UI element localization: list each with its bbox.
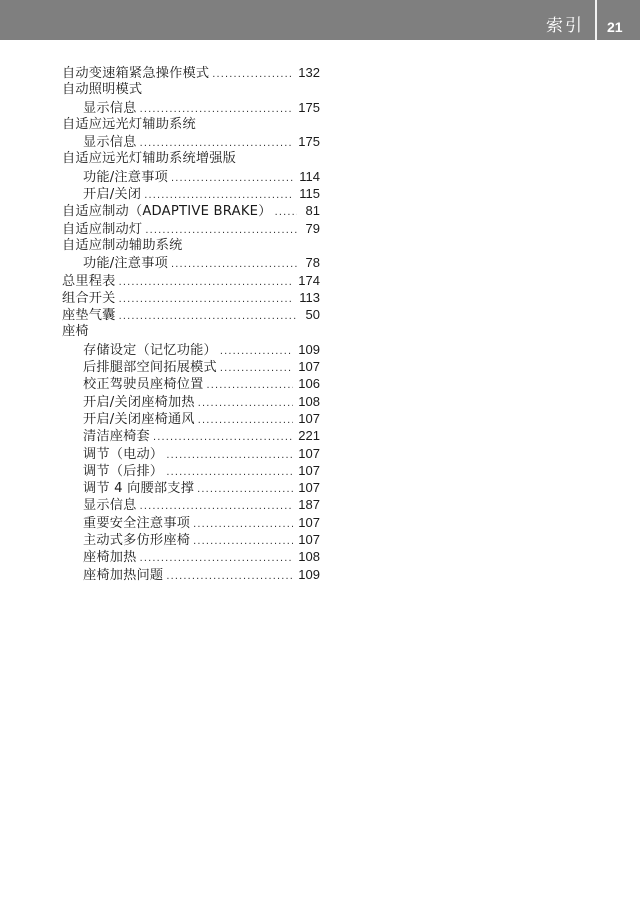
entry-label: 后排腿部空间拓展模式 bbox=[83, 360, 217, 376]
entry-page: 108 bbox=[298, 549, 320, 565]
entry-label: 校正驾驶员座椅位置 bbox=[83, 377, 204, 393]
header-bar bbox=[0, 0, 640, 40]
entry-page: 221 bbox=[298, 428, 320, 444]
entry-page: 115 bbox=[299, 186, 320, 202]
entry-page: 107 bbox=[298, 532, 320, 548]
index-entry[interactable] bbox=[62, 254, 320, 271]
entry-label: 显示信息 bbox=[83, 100, 137, 116]
entry-page: 132 bbox=[298, 65, 320, 80]
entry-label: 座椅 bbox=[62, 324, 89, 340]
entry-label: 重要安全注意事项 bbox=[83, 515, 191, 531]
index-entry[interactable] bbox=[62, 531, 320, 548]
entry-page: 114 bbox=[299, 168, 320, 184]
entry-page: 107 bbox=[298, 480, 320, 496]
entry-page: 50 bbox=[305, 307, 320, 323]
entry-page: 79 bbox=[305, 220, 320, 236]
entry-page: 107 bbox=[298, 359, 320, 375]
index-entry bbox=[62, 150, 320, 167]
entry-label: 组合开关 bbox=[62, 290, 116, 306]
index-entry[interactable] bbox=[62, 64, 320, 81]
entry-label: 清洁座椅套 bbox=[83, 429, 150, 445]
entry-label: 自适应制动辅助系统 bbox=[62, 237, 183, 253]
entry-page: 109 bbox=[298, 566, 320, 582]
entry-page: 175 bbox=[298, 99, 320, 115]
entry-label: 自动变速箱紧急操作模式 bbox=[62, 66, 210, 81]
index-entry[interactable] bbox=[62, 289, 320, 306]
index-entry[interactable] bbox=[62, 341, 320, 358]
index-entry[interactable] bbox=[62, 514, 320, 531]
entry-page: 106 bbox=[298, 376, 320, 392]
entry-label: 自适应制动灯 bbox=[62, 221, 143, 237]
entry-page: 107 bbox=[298, 445, 320, 461]
index-entry[interactable] bbox=[62, 220, 320, 237]
entry-page: 78 bbox=[305, 255, 320, 271]
entry-label: 总里程表 bbox=[62, 273, 116, 289]
entry-label: 自适应制动（ADAPTIVE BRAKE） bbox=[62, 204, 272, 220]
index-entry[interactable] bbox=[62, 566, 320, 583]
index-entry bbox=[62, 323, 320, 340]
index-entry[interactable] bbox=[62, 202, 320, 219]
index-entry[interactable] bbox=[62, 445, 320, 462]
index-entry[interactable] bbox=[62, 272, 320, 289]
index-entry bbox=[62, 81, 320, 98]
index-entry bbox=[62, 116, 320, 133]
entry-label: 存储设定（记忆功能） bbox=[83, 342, 217, 358]
entry-page: 107 bbox=[298, 410, 320, 426]
index-list bbox=[62, 64, 320, 583]
entry-label: 开启/关闭座椅加热 bbox=[83, 394, 195, 410]
entry-page: 107 bbox=[298, 462, 320, 478]
entry-page: 81 bbox=[305, 203, 320, 219]
index-entry[interactable] bbox=[62, 375, 320, 392]
entry-label: 调节（后排） bbox=[83, 463, 164, 479]
page-number: 21 bbox=[607, 19, 623, 35]
index-entry[interactable] bbox=[62, 168, 320, 185]
entry-label: 显示信息 bbox=[83, 135, 137, 151]
index-entry[interactable] bbox=[62, 393, 320, 410]
entry-label: 开启/关闭座椅通风 bbox=[83, 411, 195, 427]
index-entry[interactable] bbox=[62, 358, 320, 375]
index-entry[interactable] bbox=[62, 548, 320, 565]
index-entry[interactable] bbox=[62, 133, 320, 150]
entry-page: 109 bbox=[298, 341, 320, 357]
index-entry[interactable] bbox=[62, 306, 320, 323]
entry-page: 113 bbox=[299, 289, 320, 305]
entry-label: 调节（电动） bbox=[83, 446, 164, 462]
index-entry[interactable] bbox=[62, 427, 320, 444]
index-entry bbox=[62, 237, 320, 254]
entry-label: 座椅加热 bbox=[83, 550, 137, 566]
entry-label: 显示信息 bbox=[83, 498, 137, 514]
index-entry[interactable] bbox=[62, 462, 320, 479]
entry-label: 主动式多仿形座椅 bbox=[83, 533, 191, 549]
entry-page: 107 bbox=[298, 514, 320, 530]
index-entry[interactable] bbox=[62, 99, 320, 116]
index-entry[interactable] bbox=[62, 496, 320, 513]
dot-leader bbox=[166, 568, 293, 585]
entry-label: 调节 4 向腰部支撑 bbox=[83, 481, 195, 497]
entry-page: 108 bbox=[298, 393, 320, 409]
index-entry[interactable] bbox=[62, 185, 320, 202]
entry-label: 开启/关闭 bbox=[83, 187, 142, 203]
entry-page: 175 bbox=[298, 134, 320, 150]
entry-label: 功能/注意事项 bbox=[83, 256, 168, 272]
entry-page: 187 bbox=[298, 497, 320, 513]
index-entry[interactable] bbox=[62, 410, 320, 427]
entry-label: 功能/注意事项 bbox=[83, 169, 168, 185]
entry-label: 自动照明模式 bbox=[62, 82, 143, 98]
entry-page: 174 bbox=[298, 272, 320, 288]
index-entry[interactable] bbox=[62, 479, 320, 496]
section-title: 索引 bbox=[546, 16, 584, 36]
header-divider bbox=[595, 0, 597, 40]
entry-label: 自适应远光灯辅助系统 bbox=[62, 116, 196, 132]
entry-label: 座椅加热问题 bbox=[83, 567, 164, 583]
entry-label: 座垫气囊 bbox=[62, 308, 116, 324]
entry-label: 自适应远光灯辅助系统增强版 bbox=[62, 151, 237, 167]
